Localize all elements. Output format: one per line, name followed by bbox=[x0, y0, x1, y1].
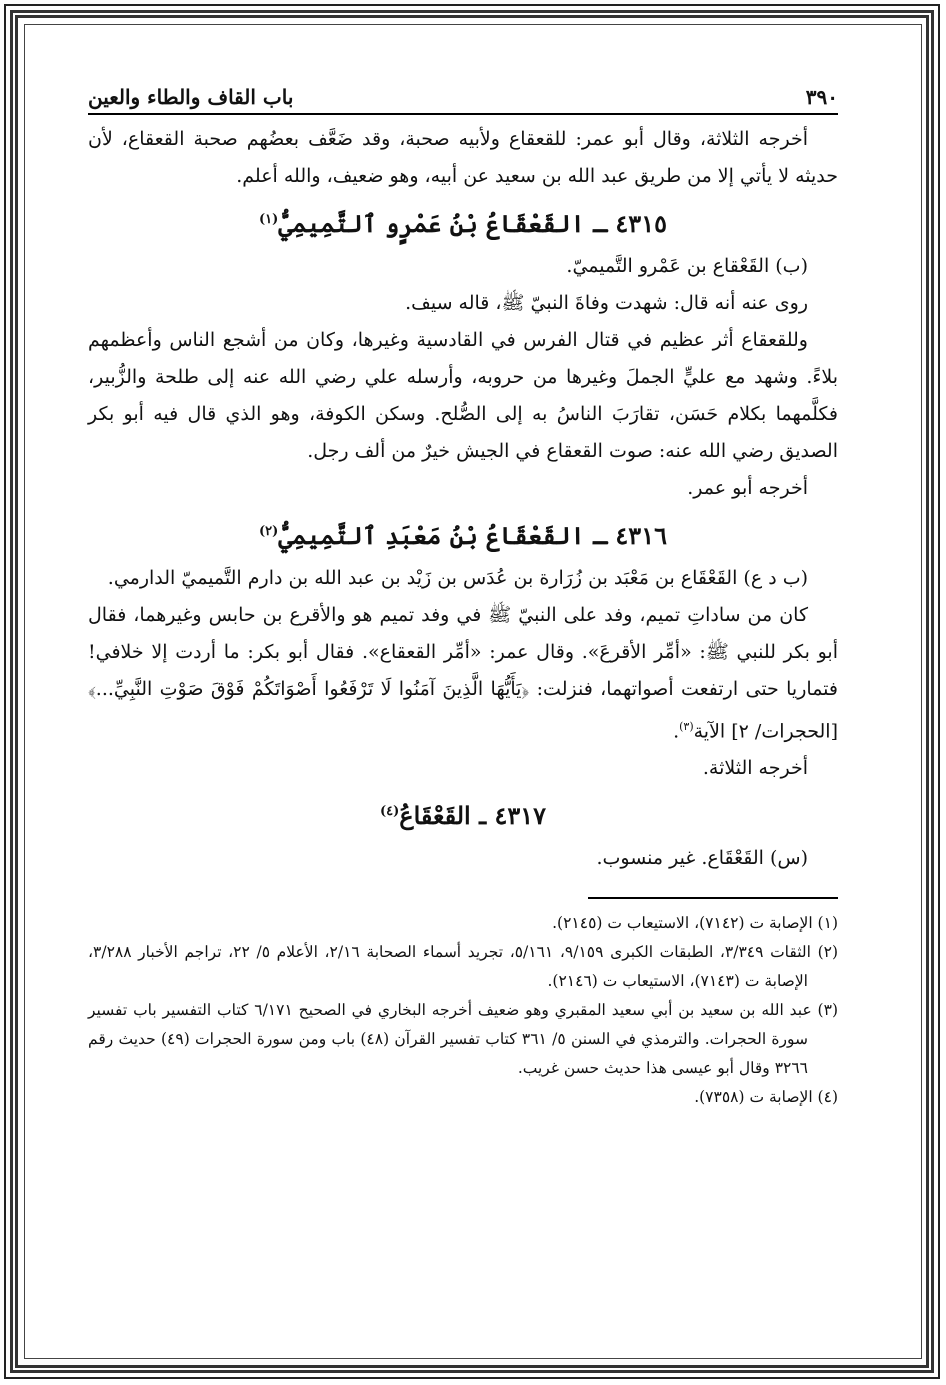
footnote-ref: (٣) bbox=[679, 720, 694, 733]
footnote-ref: (١) bbox=[259, 212, 279, 227]
footnote: (٤) الإصابة ت (٧٣٥٨). bbox=[694, 1088, 838, 1107]
entry-paragraph: (ب د ع) القَعْقَاع بن مَعْبَد بن زُرَارة بن عُدَس بن زَيْد بن عبد الله بن دارم التَّميميّ الدارمي. bbox=[107, 567, 808, 589]
intro-paragraph: أخرجه الثلاثة، وقال أبو عمر: للقعقاع ولأبيه صحبة، وقد ضَعَّف بعضُهم صحبة القعقاع، لأن حديثه لا يأتي إلا من طريق عبد الله بن سعيد عن أبيه، وهو ضعيف، والله أعلم. bbox=[88, 128, 838, 187]
entry-paragraph: وللقعقاع أثر عظيم في قتال الفرس في القادسية وغيرها، وكان من أشجع الناس وأعظمهم بلاءً. وشهد مع عليٍّ الجملَ وغيرها من حروبه، وأرسله علي رضي الله عنه إلى طلحة والزُّبير، فكلَّمهما بكلام حَسَن، تقارَبَ الناسُ به إلى الصُّلح. وسكن الكوفة، وهو الذي قال فيه أبو بكر الصديق رضي الله عنه: صوت القعقاع في الجيش خيرٌ من ألف رجل. bbox=[88, 329, 838, 462]
entry-paragraph: أخرجه الثلاثة. bbox=[702, 757, 808, 780]
running-title: باب القاف والطاء والعين bbox=[88, 85, 294, 109]
entry-paragraph: روى عنه أنه قال: شهدت وفاةَ النبيّ ﷺ، قاله سيف. bbox=[405, 292, 808, 314]
page-number: ٣٩٠ bbox=[805, 85, 838, 109]
footnote: (٢) الثقات ٣/٣٤٩، الطبقات الكبرى ٩/١٥٩، ٥/١٦١، تجريد أسماء الصحابة ٢/١٦، الأعلام ٥/ ٢٢، تراجم الأخبار ٣/٢٨٨، الإصابة ت (٧١٤٣)، الاستيعاب ت (٢١٤٦). bbox=[88, 943, 839, 991]
entry-paragraph: كان من ساداتِ تميم، وفد على النبيّ ﷺ في وفد تميم هو والأقرع بن حابس وغيرهما، فقال أبو بكر للنبي ﷺ: «أمِّر الأقرعَ». وقال عمر: «أمِّر القعقاع». فقال أبو بكر: ما أردت إلا خلافي! فتماريا حتى ارتفعت أصواتهما، فنزلت: ﴿يَأَيُّهَا الَّذِينَ آمَنُوا لَا تَرْفَعُوا أَصْوَاتَكُمْ فَوْقَ صَوْتِ النَّبِيِّ...﴾ [الحجرات/ ٢] الآية$^{(٣)}$. bbox=[88, 604, 838, 743]
running-header bbox=[88, 85, 838, 115]
entry-title-4315: ٤٣١٥ ـ القَعْقَاعُ بْنُ عَمْرٍو ٱلتَّمِيمِيُّ$^{(١)}$ bbox=[259, 209, 667, 238]
footnote: (٣) عبد الله بن سعيد بن أبي سعيد المقبري وهو ضعيف أخرجه البخاري في الصحيح ٦/١٧١ كتاب التفسير باب تفسير سورة الحجرات. والترمذي في السنن ٥/ ٣٦١ كتاب تفسير القرآن (٤٨) باب ومن سورة الحجرات (٤٩) حديث رقم ٣٢٦٦ وقال أبو عيسى هذا حديث حسن غريب. bbox=[88, 1001, 838, 1078]
entry-paragraph: (س) القَعْقَاع. غير منسوب. bbox=[596, 847, 808, 870]
entry-paragraph: (ب) القَعْقاع بن عَمْرو التَّميميّ. bbox=[566, 255, 808, 277]
footnote: (١) الإصابة ت (٧١٤٢)، الاستيعاب ت (٢١٤٥). bbox=[552, 914, 838, 933]
entry-paragraph: أخرجه أبو عمر. bbox=[687, 477, 808, 499]
footnote-ref: (٢) bbox=[259, 524, 279, 539]
footnote-ref: (٤) bbox=[379, 804, 400, 820]
entry-title-4317: ٤٣١٧ ـ القَعْقَاعُ$^{(٤)}$ bbox=[379, 801, 547, 831]
footnote-separator bbox=[588, 897, 838, 899]
book-page bbox=[88, 85, 838, 1345]
entry-title-4316: ٤٣١٦ ـ القَعْقَاعُ بْنُ مَعْبَدِ ٱلتَّمِيمِيُّ$^{(٢)}$ bbox=[259, 521, 667, 550]
